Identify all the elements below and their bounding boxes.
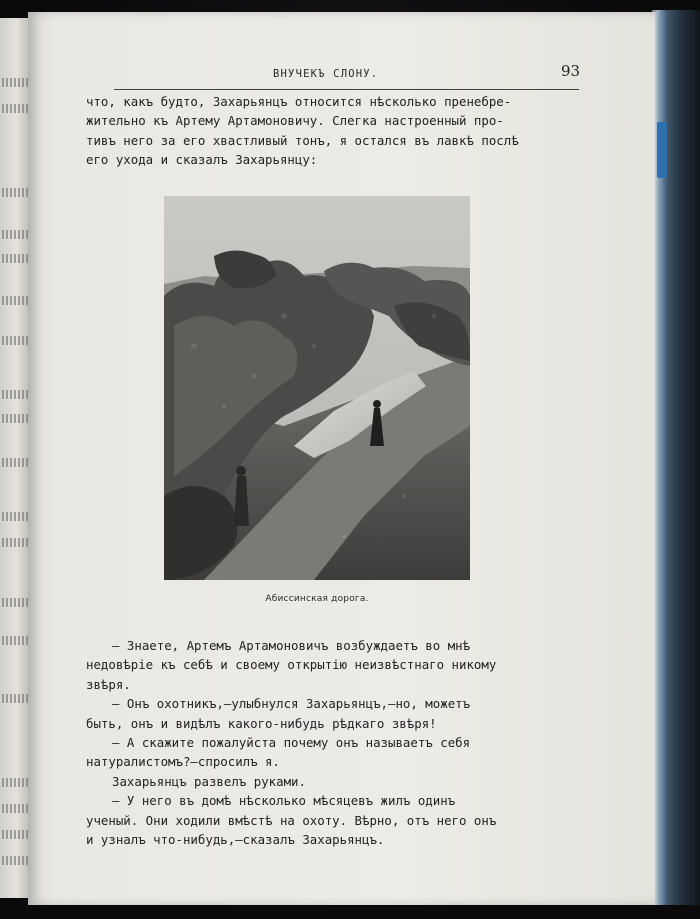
text-line: — У него въ домѣ нѣсколько мѣсяцевъ жилъ одинъ: [112, 793, 456, 809]
text-line: недовѣріе къ себѣ и своему открытію неизвѣстнаго никому: [86, 657, 497, 673]
text-line: — А скажите пожалуйста почему онъ называетъ себя: [112, 735, 471, 751]
text-line: и узналъ что-нибудь,—сказалъ Захарьянцъ.: [86, 832, 385, 848]
text-line: — Онъ охотникъ,—улыбнулся Захарьянцъ,—но, можетъ: [112, 696, 471, 712]
paragraph-bottom: [86, 636, 556, 849]
bookmark-ribbon: [657, 122, 667, 178]
text-line: Захарьянцъ развелъ руками.: [112, 773, 306, 789]
text-line: — Знаете, Артемъ Артамоновичъ возбуждаетъ во мнѣ: [112, 638, 471, 653]
text-line: ученый. Они ходили вмѣстѣ на охоту. Вѣрно, отъ него онъ: [86, 812, 497, 828]
paragraph-top: [86, 92, 556, 170]
text-line: его ухода и сказалъ Захарьянцу:: [86, 152, 318, 168]
previous-page-edge: [0, 18, 30, 898]
text-line: звѣря.: [86, 676, 131, 692]
text-line: натуралистомъ?—спросилъ я.: [86, 754, 280, 770]
header-rule: [114, 89, 579, 90]
figure-caption: Абиссинская дорога.: [265, 594, 369, 604]
text-line: жительно къ Артему Артамоновичу. Слегка настроенный про-: [86, 113, 504, 129]
text-line: что, какъ будто, Захарьянцъ относится нѣсколько пренебре-: [86, 94, 512, 109]
text-line: быть, онъ и видѣлъ какого-нибудь рѣдкаго звѣря!: [86, 715, 437, 731]
page-number: 93: [561, 62, 581, 80]
road-photograph: [164, 196, 470, 580]
text-line: тивъ него за его хвастливый тонъ, я остался въ лавкѣ послѣ: [86, 132, 519, 148]
running-head: ВНУЧЕКЪ СЛОНУ.: [273, 68, 379, 80]
